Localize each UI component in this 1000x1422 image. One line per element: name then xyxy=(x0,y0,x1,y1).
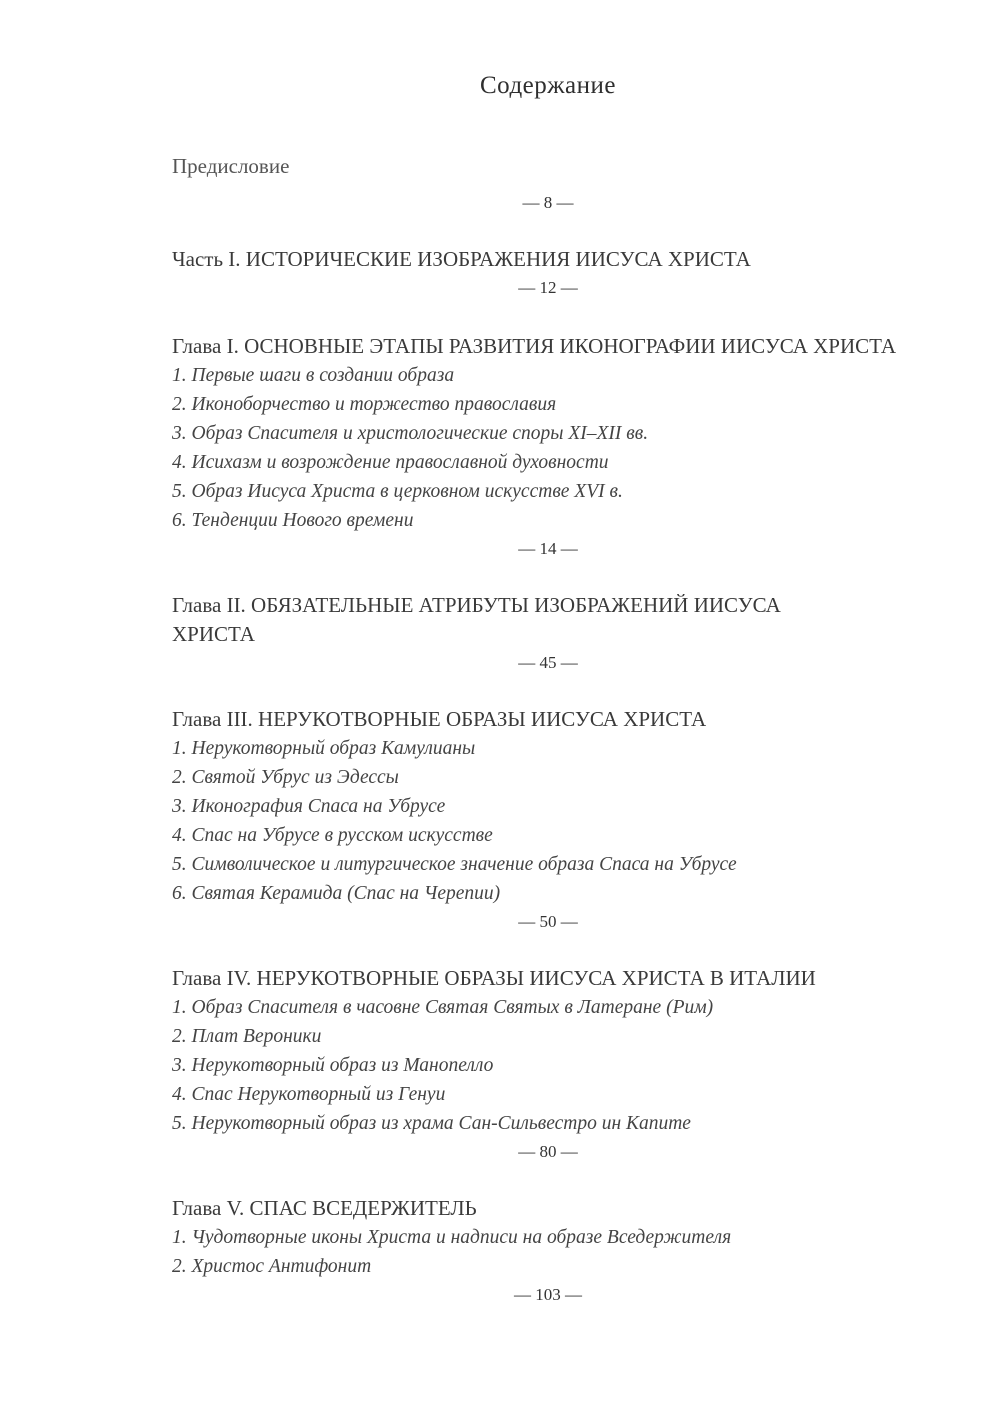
toc-entry-part-1[interactable] xyxy=(172,245,932,302)
subsection-item[interactable]: 2. Святой Убрус из Эдессы xyxy=(172,767,399,788)
toc-entry-preface[interactable] xyxy=(172,152,932,217)
entry-heading: Глава IV. НЕРУКОТВОРНЫЕ ОБРАЗЫ ИИСУСА ХРИСТА В ИТАЛИИ xyxy=(172,966,816,990)
table-of-contents xyxy=(172,152,932,1337)
page-number: — 45 — xyxy=(518,653,578,672)
page-number: — 12 — xyxy=(518,278,578,297)
subsection-item[interactable]: 2. Плат Вероники xyxy=(172,1026,322,1047)
subsection-item[interactable]: 2. Христос Антифонит xyxy=(172,1256,372,1277)
toc-entry-chapter-2[interactable] xyxy=(172,591,932,677)
subsection-item[interactable]: 1. Первые шаги в создании образа xyxy=(172,365,455,386)
toc-entry-chapter-4[interactable] xyxy=(172,964,932,1166)
subsection-item[interactable]: 4. Спас Нерукотворный из Генуи xyxy=(172,1084,446,1105)
subsection-item[interactable]: 5. Нерукотворный образ из храма Сан-Сильвестро ин Капите xyxy=(172,1113,691,1134)
subsection-item[interactable]: 4. Спас на Убрусе в русском искусстве xyxy=(172,825,493,846)
subsection-item[interactable]: 3. Иконография Спаса на Убрусе xyxy=(172,796,446,817)
subsection-item[interactable]: 6. Святая Керамида (Спас на Черепии) xyxy=(172,883,501,904)
toc-entry-chapter-3[interactable] xyxy=(172,705,932,936)
subsection-item[interactable]: 1. Образ Спасителя в часовне Святая Святых в Латеране (Рим) xyxy=(172,997,714,1018)
subsection-item[interactable]: 3. Нерукотворный образ из Манопелло xyxy=(172,1055,494,1076)
entry-heading: Часть I. ИСТОРИЧЕСКИЕ ИЗОБРАЖЕНИЯ ИИСУСА ХРИСТА xyxy=(172,247,751,271)
entry-heading: Глава II. ОБЯЗАТЕЛЬНЫЕ АТРИБУТЫ ИЗОБРАЖЕНИЙ ИИСУСА ХРИСТА xyxy=(172,593,781,646)
entry-heading: Глава I. ОСНОВНЫЕ ЭТАПЫ РАЗВИТИЯ ИКОНОГРАФИИ ИИСУСА ХРИСТА xyxy=(172,334,897,358)
subsection-item[interactable]: 2. Иконоборчество и торжество православия xyxy=(172,394,557,415)
page-number: — 80 — xyxy=(518,1142,578,1161)
subsection-item[interactable]: 3. Образ Спасителя и христологические споры XI–XII вв. xyxy=(172,423,649,444)
subsection-item[interactable]: 1. Нерукотворный образ Камулианы xyxy=(172,738,476,759)
entry-heading: Глава III. НЕРУКОТВОРНЫЕ ОБРАЗЫ ИИСУСА ХРИСТА xyxy=(172,707,707,731)
page-number: — 14 — xyxy=(518,539,578,558)
page-number: — 8 — xyxy=(522,193,574,212)
page-number: — 50 — xyxy=(518,912,578,931)
subsection-item[interactable]: 6. Тенденции Нового времени xyxy=(172,510,414,531)
subsection-item[interactable]: 5. Символическое и литургическое значение образа Спаса на Убрусе xyxy=(172,854,737,875)
toc-entry-chapter-5[interactable] xyxy=(172,1194,932,1309)
page-number: — 103 — xyxy=(514,1285,582,1304)
subsection-item[interactable]: 1. Чудотворные иконы Христа и надписи на образе Вседержителя xyxy=(172,1227,732,1248)
subsection-item[interactable]: 5. Образ Иисуса Христа в церковном искусстве XVI в. xyxy=(172,481,623,502)
toc-entry-chapter-1[interactable] xyxy=(172,332,932,563)
entry-heading: Глава V. СПАС ВСЕДЕРЖИТЕЛЬ xyxy=(172,1196,477,1220)
entry-heading: Предисловие xyxy=(172,154,290,178)
subsection-item[interactable]: 4. Исихазм и возрождение православной духовности xyxy=(172,452,609,473)
page-title: Содержание xyxy=(480,72,616,99)
